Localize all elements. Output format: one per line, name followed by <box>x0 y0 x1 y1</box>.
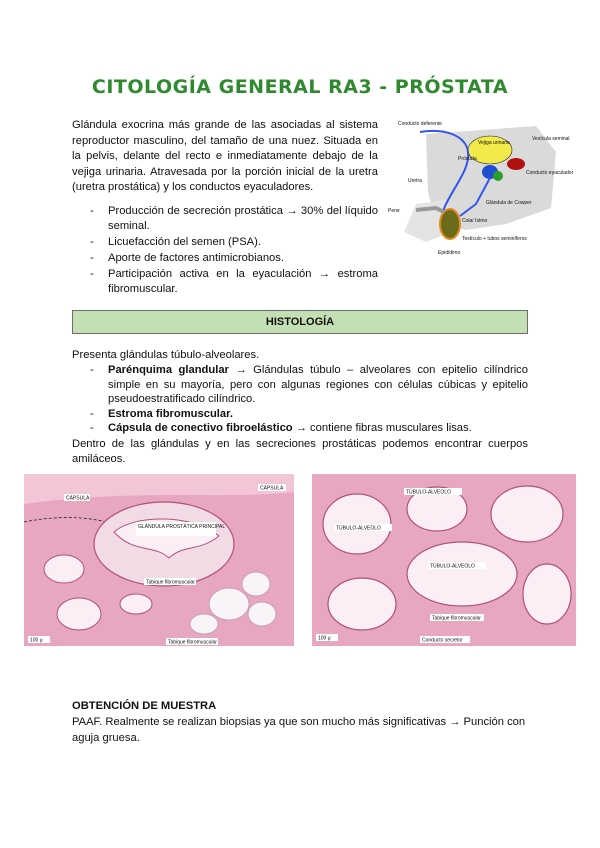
label-tubulo-2: TÚBULO-ALVEOLO <box>336 525 381 532</box>
label-eyaculador: Conducto eyaculador <box>526 170 574 176</box>
histology-list <box>90 363 528 436</box>
label-capsula-1: CÁPSULA <box>66 495 90 502</box>
label-tabique-2: Tabique fibromuscular <box>168 639 217 646</box>
list-item: - Licuefacción del semen (PSA). <box>90 235 378 250</box>
term-estroma: Estroma fibromuscular. <box>108 407 233 420</box>
text-parenquima: → Glándulas túbulo – alveolares con epitelio cilíndrico simple en su mayoría, pero con algunas regiones con células cúbicas y epitelio pseudoestratificado cilíndrico. <box>108 364 529 405</box>
term-parenquima: Parénquima glandular <box>108 364 229 376</box>
histology-banner: HISTOLOGÍA <box>72 310 528 334</box>
label-testiculo: Testículo + tubos seminíferos <box>462 236 527 242</box>
list-item <box>90 421 528 436</box>
text-capsula: → contiene fibras musculares lisas. <box>292 422 472 434</box>
label-tabique: Tabique fibromuscular <box>432 615 481 622</box>
list-item <box>90 363 528 407</box>
scale-bar-right: 100 μ <box>318 635 331 642</box>
label-cowper: Glándula de Cowper <box>486 200 532 206</box>
label-conducto: Conducto secretor <box>422 637 463 644</box>
label-tabique-1: Tabique fibromuscular <box>146 579 195 586</box>
function-list <box>90 204 378 298</box>
list-item: - Aporte de factores antimicrobianos. <box>90 251 378 266</box>
anatomy-diagram <box>386 112 574 260</box>
sample-paragraph: PAAF. Realmente se realizan biopsias ya que son mucho más significativas → Punción con aguja gruesa. <box>72 716 526 744</box>
micrograph-left <box>24 474 294 646</box>
label-vesicula: Vesícula seminal <box>532 136 570 142</box>
micrograph-right <box>312 474 576 646</box>
label-tubulo-1: TÚBULO-ALVEOLO <box>406 489 451 496</box>
label-prostata: Próstata <box>458 156 477 162</box>
label-cola: Cola/ Istmo <box>462 218 488 224</box>
label-capsula-2: CÁPSULA <box>260 485 284 492</box>
scale-bar-left: 100 μ <box>30 637 43 644</box>
intro-paragraph: Glándula exocrina más grande de las asociadas al sistema reproductor masculino, del tamaño de una nuez. Situada en la pelvis, delante del recto e inmediatamente debajo de la vejiga urinaria. Atravesada por la porción inicial de la uretra (uretra prostática) y los conductos eyaculadores. <box>72 119 378 194</box>
list-item: - Producción de secreción prostática → 30% del líquido seminal. <box>90 204 378 234</box>
amylaceous-paragraph: Dentro de las glándulas y en las secreciones prostáticas podemos encontrar cuerpos amiláceos. <box>72 438 528 465</box>
cowper-gland-shape <box>493 171 503 181</box>
list-item: - Participación activa en la eyaculación → estroma fibromuscular. <box>90 267 378 297</box>
label-pene: Pene <box>388 208 400 214</box>
sample-heading: OBTENCIÓN DE MUESTRA <box>72 700 217 712</box>
term-capsula: Cápsula de conectivo fibroelástico <box>108 422 293 434</box>
page-title: CITOLOGÍA GENERAL RA3 - PRÓSTATA <box>91 76 509 98</box>
label-deferente: Conducto deferente <box>398 121 442 127</box>
histology-intro: Presenta glándulas túbulo-alveolares. <box>72 349 260 361</box>
label-uretra: Uretra <box>408 178 422 184</box>
label-epididimo: Epidídimo <box>438 250 461 256</box>
list-item <box>90 407 528 422</box>
label-tubulo-3: TÚBULO-ALVEOLO <box>430 563 475 570</box>
seminal-vesicle-shape <box>507 158 525 170</box>
label-glandula-principal: GLÁNDULA PROSTÁTICA PRINCIPAL <box>138 524 226 530</box>
label-vejiga: Vejiga urinaria <box>478 140 510 146</box>
